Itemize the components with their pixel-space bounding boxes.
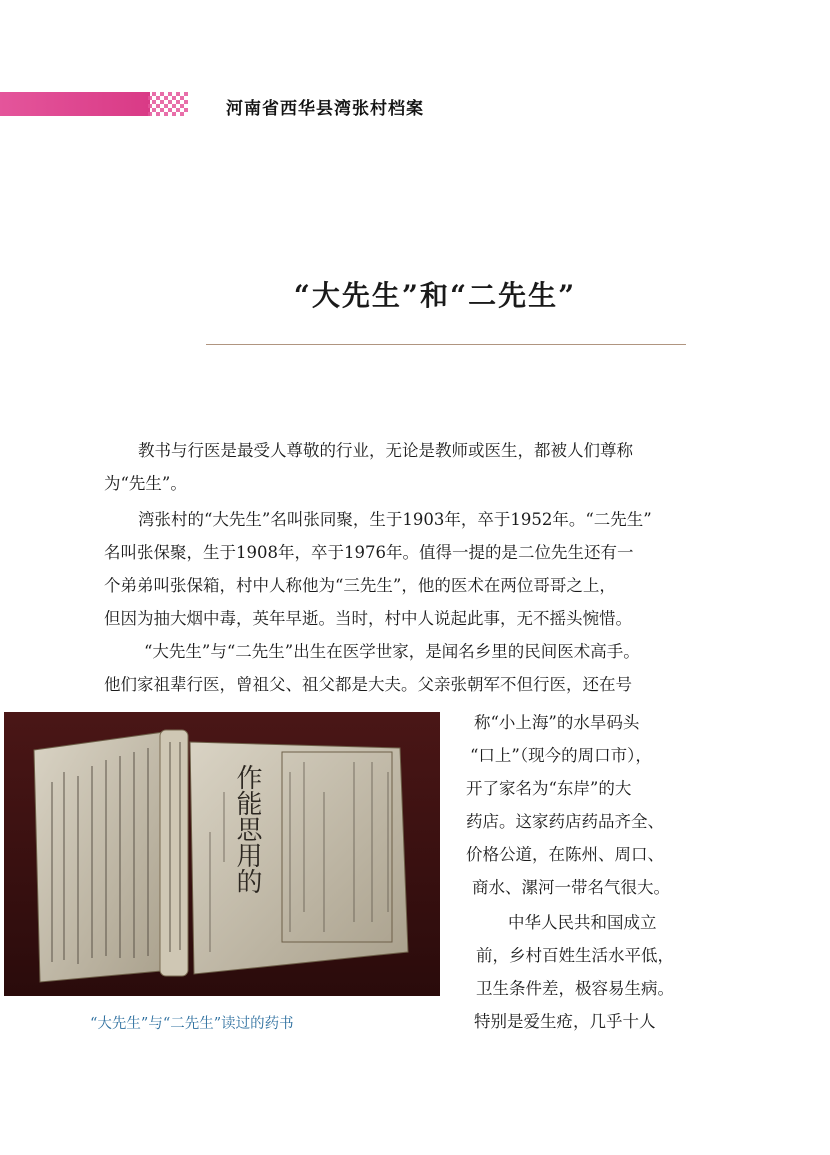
photo-caption: “大先生”与“二先生”读过的药书 [90, 1016, 294, 1032]
side-paragraph-line: 特别是爱生疮，几乎十人 [474, 1012, 656, 1031]
side-paragraph-line: “口上”（现今的周口市）， [470, 746, 652, 765]
title-divider [206, 344, 686, 345]
book-large-text [234, 764, 264, 894]
side-paragraph-line: 卫生条件差，极容易生病。 [476, 979, 674, 998]
paragraph-line: 教书与行医是最受人尊敬的行业，无论是教师或医生，都被人们尊称 [138, 441, 633, 460]
book-char: 思 [232, 816, 262, 842]
book-illustration [4, 712, 440, 996]
paragraph-line: 为“先生”。 [104, 474, 187, 493]
book-char: 作 [232, 764, 262, 790]
side-paragraph-line: 前，乡村百姓生活水平低， [476, 946, 674, 965]
book-char: 用 [232, 842, 262, 868]
header-checker-pattern [148, 92, 188, 116]
book-char: 的 [232, 868, 262, 894]
side-paragraph-line: 开了家名为“东岸”的大 [466, 779, 632, 798]
paragraph-line: 但因为抽大烟中毒，英年早逝。当时，村中人说起此事，无不摇头惋惜。 [104, 609, 632, 628]
header-accent-bar [0, 92, 150, 116]
side-paragraph-line: 称“小上海”的水旱码头 [474, 713, 640, 732]
paragraph-line: “大先生”与“二先生”出生在医学世家，是闻名乡里的民间医术高手。 [144, 642, 640, 661]
header-title: 河南省西华县湾张村档案 [226, 99, 424, 119]
paragraph-line: 湾张村的“大先生”名叫张同聚，生于1903年，卒于1952年。“二先生” [138, 510, 652, 529]
paragraph-line: 他们家祖辈行医，曾祖父、祖父都是大夫。父亲张朝军不但行医，还在号 [104, 675, 632, 694]
side-paragraph-line: 药店。这家药店药品齐全、 [466, 812, 664, 831]
paragraph-line: 名叫张保聚，生于1908年，卒于1976年。值得一提的是二位先生还有一 [104, 543, 634, 562]
book-char: 能 [232, 790, 262, 816]
article-title: “大先生”和“二先生” [293, 279, 577, 312]
side-paragraph-line: 中华人民共和国成立 [508, 913, 657, 932]
side-paragraph-line: 商水、漯河一带名气很大。 [472, 878, 670, 897]
medical-book-photo [4, 712, 440, 996]
side-paragraph-line: 价格公道，在陈州、周口、 [466, 845, 664, 864]
paragraph-line: 个弟弟叫张保箱，村中人称他为“三先生”，他的医术在两位哥哥之上， [104, 576, 616, 595]
